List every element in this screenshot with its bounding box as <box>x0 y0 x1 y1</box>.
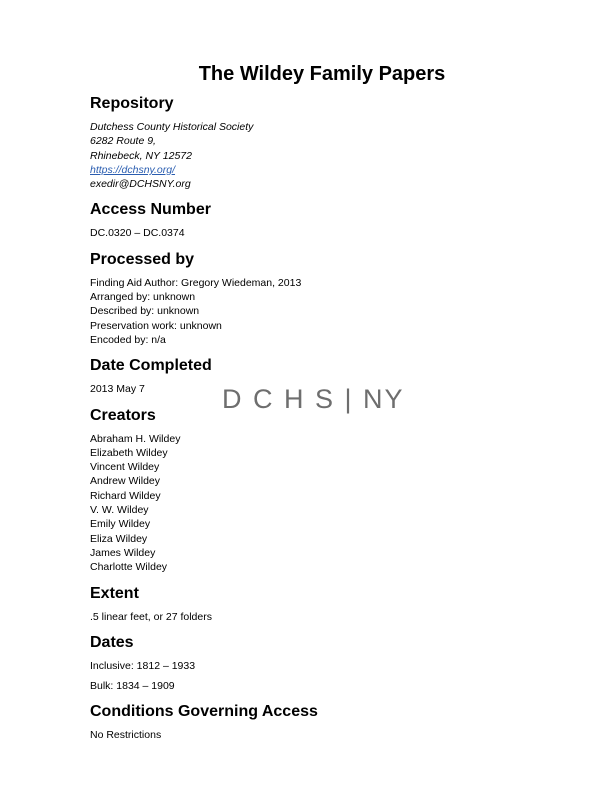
creator-name: Vincent Wildey <box>90 461 160 474</box>
processed-by-line: Described by: unknown <box>90 305 200 318</box>
creator-name: Andrew Wildey <box>90 475 161 488</box>
processed-by-line: Finding Aid Author: Gregory Wiedeman, 2013 <box>90 276 302 289</box>
dates-bulk: Bulk: 1834 – 1909 <box>90 679 175 692</box>
date-completed-value: 2013 May 7 <box>90 383 145 396</box>
dates-inclusive: Inclusive: 1812 – 1933 <box>90 659 196 672</box>
creators-heading: Creators <box>90 406 156 424</box>
conditions-value: No Restrictions <box>90 728 162 741</box>
processed-by-list <box>90 276 530 347</box>
creator-name: Richard Wildey <box>90 489 161 502</box>
creator-name: James Wildey <box>90 546 156 559</box>
extent-value: .5 linear feet, or 27 folders <box>90 610 212 623</box>
creator-name: Emily Wildey <box>90 518 151 531</box>
creator-name: Charlotte Wildey <box>90 561 168 574</box>
watermark: D C H S | NY <box>222 384 405 414</box>
access-number-heading: Access Number <box>90 201 211 219</box>
processed-by-line: Preservation work: unknown <box>90 319 222 332</box>
page-title: The Wildey Family Papers <box>198 63 446 85</box>
conditions-heading: Conditions Governing Access <box>90 702 318 720</box>
repository-website-link[interactable]: https://dchsny.org/ <box>90 163 176 176</box>
date-completed-heading: Date Completed <box>90 357 212 375</box>
repository-email: exedir@DCHSNY.org <box>90 178 191 191</box>
repository-city: Rhinebeck, NY 12572 <box>90 149 192 162</box>
creator-name: Elizabeth Wildey <box>90 446 168 459</box>
repository-heading: Repository <box>90 95 174 112</box>
processed-by-heading: Processed by <box>90 250 195 268</box>
processed-by-line: Encoded by: n/a <box>90 333 166 346</box>
extent-heading: Extent <box>90 584 139 602</box>
processed-by-line: Arranged by: unknown <box>90 291 196 304</box>
repository-name: Dutchess County Historical Society <box>90 121 254 133</box>
creator-name: Abraham H. Wildey <box>90 432 181 445</box>
repository-street: 6282 Route 9, <box>90 135 156 148</box>
repository-address <box>90 120 530 191</box>
document-page <box>90 62 530 751</box>
creator-name: Eliza Wildey <box>90 532 148 545</box>
creator-name: V. W. Wildey <box>90 504 149 517</box>
dates-heading: Dates <box>90 633 134 651</box>
access-number-value: DC.0320 – DC.0374 <box>90 227 185 240</box>
creators-list <box>90 432 530 575</box>
